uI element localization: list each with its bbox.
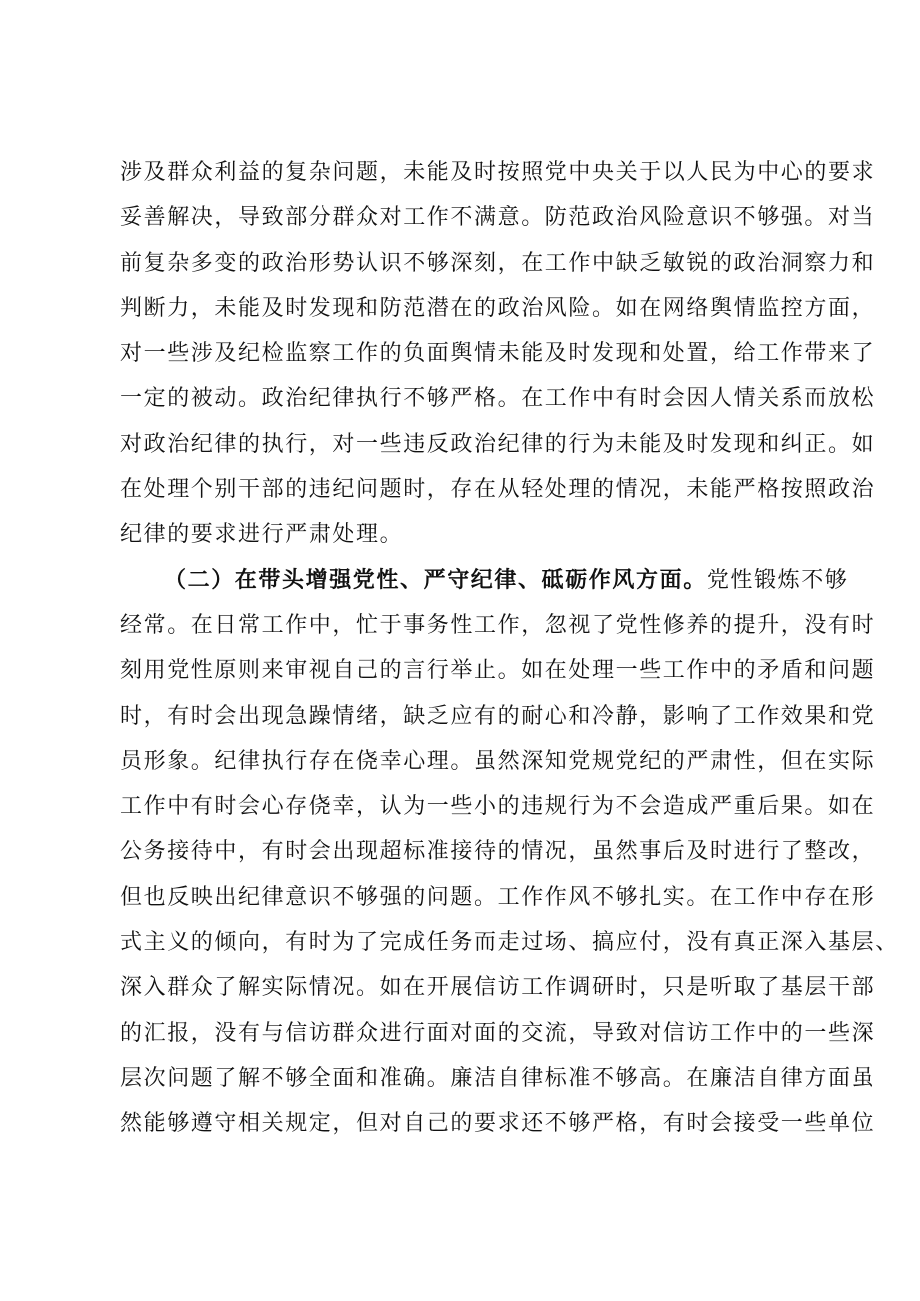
section-heading: （二）在带头增强党性、严守纪律、砥砺作风方面。: [164, 566, 707, 593]
document-body: [120, 150, 899, 1147]
text-line: 判断力，未能及时发现和防范潜在的政治风险。如在网络舆情监控方面，: [120, 295, 876, 321]
text-line: 层次问题了解不够全面和准确。廉洁自律标准不够高。在廉洁自律方面虽: [120, 1065, 876, 1091]
text-line: 刻用党性原则来审视自己的言行举止。如在处理一些工作中的矛盾和问题: [120, 658, 876, 684]
text-line: 妥善解决，导致部分群众对工作不满意。防范政治风险意识不够强。对当: [120, 205, 876, 231]
text-line: 但也反映出纪律意识不够强的问题。工作作风不够扎实。在工作中存在形: [120, 884, 876, 910]
text-line: 然能够遵守相关规定，但对自己的要求还不够严格，有时会接受一些单位: [120, 1111, 876, 1137]
section-heading-continuation: 党性锻炼不够: [706, 567, 849, 593]
text-line: 对一些涉及纪检监察工作的负面舆情未能及时发现和处置，给工作带来了: [120, 341, 876, 367]
text-line: 涉及群众利益的复杂问题，未能及时按照党中央关于以人民为中心的要求: [120, 160, 876, 185]
text-line: 一定的被动。政治纪律执行不够严格。在工作中有时会因人情关系而放松: [120, 386, 876, 412]
text-line: 前复杂多变的政治形势认识不够深刻，在工作中缺乏敏锐的政治洞察力和: [120, 250, 876, 276]
text-line: 时，有时会出现急躁情绪，缺乏应有的耐心和冷静，影响了工作效果和党: [120, 703, 876, 729]
text-line: 对政治纪律的执行，对一些违反政治纪律的行为未能及时发现和纠正。如: [120, 431, 876, 457]
text-line: 式主义的倾向，有时为了完成任务而走过场、搞应付，没有真正深入基层、: [120, 930, 899, 956]
text-line: 在处理个别干部的违纪问题时，存在从轻处理的情况，未能严格按照政治: [120, 477, 876, 503]
text-line: 纪律的要求进行严肃处理。: [120, 522, 404, 548]
text-line: 经常。在日常工作中，忙于事务性工作，忽视了党性修养的提升，没有时: [120, 612, 876, 638]
text-line: 工作中有时会心存侥幸，认为一些小的违规行为不会造成严重后果。如在: [120, 794, 876, 820]
text-line: 公务接待中，有时会出现超标准接待的情况，虽然事后及时进行了整改，: [120, 839, 876, 865]
text-line: 深入群众了解实际情况。如在开展信访工作调研时，只是听取了基层干部: [120, 975, 876, 1001]
text-line: 的汇报，没有与信访群众进行面对面的交流，导致对信访工作中的一些深: [120, 1020, 876, 1046]
section-heading-line: [120, 558, 849, 603]
text-line: 员形象。纪律执行存在侥幸心理。虽然深知党规党纪的严肃性，但在实际: [120, 748, 876, 774]
